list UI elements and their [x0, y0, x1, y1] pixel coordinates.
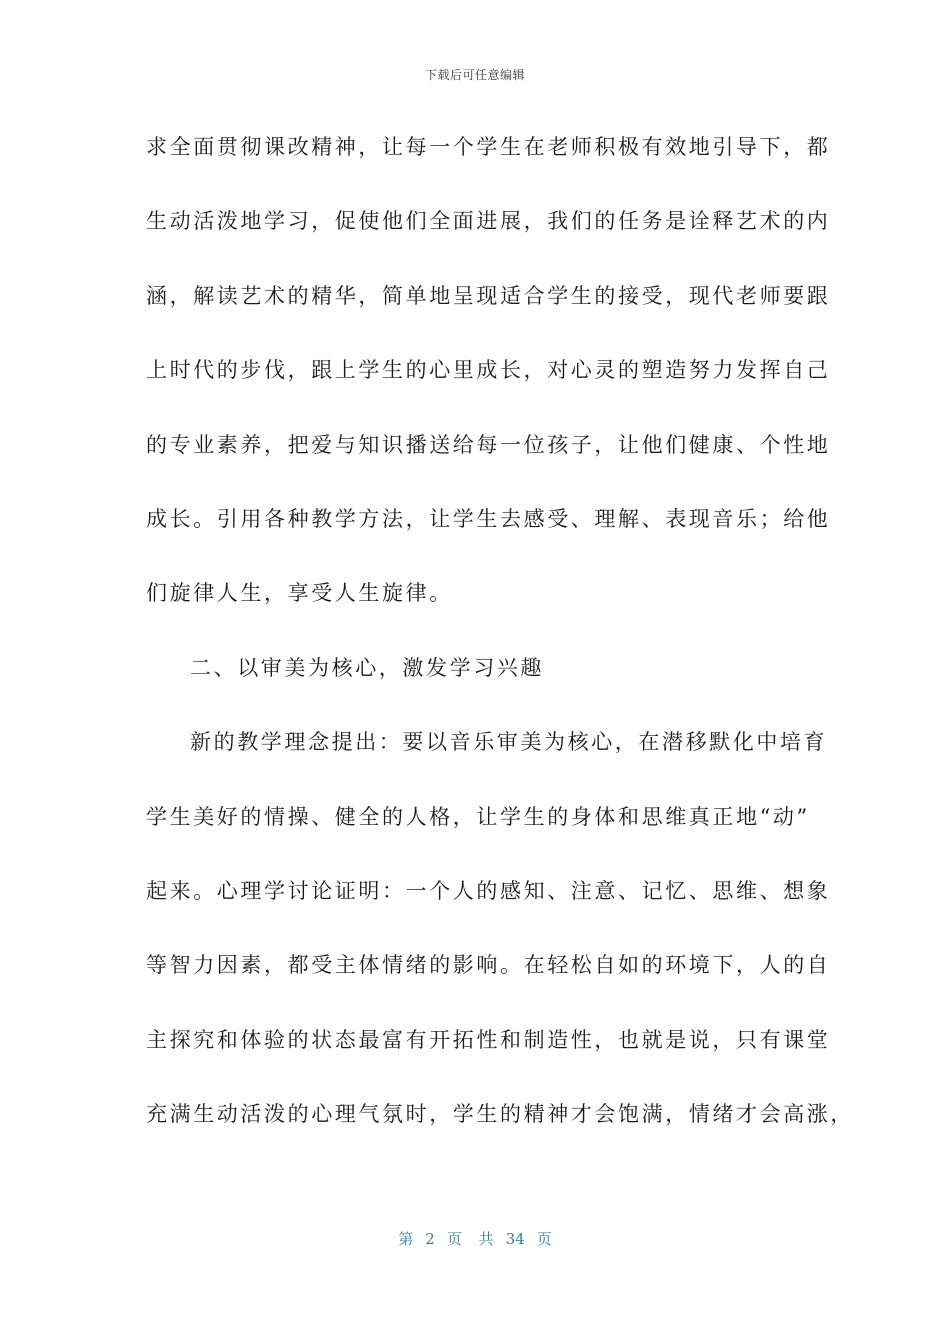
page-footer	[0, 1228, 950, 1249]
page-header: 下载后可任意编辑	[424, 68, 525, 82]
paragraph-line: 涵，解读艺术的精华，简单地呈现适合学生的接受，现代老师要跟	[146, 283, 831, 308]
section-heading: 二、以审美为核心，激发学习兴趣	[190, 655, 544, 680]
paragraph-line: 充满生动活泼的心理气氛时，学生的精神才会饱满，情绪才会高涨，	[146, 1102, 854, 1127]
paragraph-line: 主探究和体验的状态最富有开拓性和制造性，也就是说，只有课堂	[146, 1027, 831, 1052]
paragraph-line: 的专业素养，把爱与知识播送给每一位孩子，让他们健康、个性地	[146, 432, 831, 457]
paragraph-line: 生动活泼地学习，促使他们全面进展，我们的任务是诠释艺术的内	[146, 209, 831, 234]
paragraph-line: 等智力因素，都受主体情绪的影响。在轻松自如的环境下，人的自	[146, 953, 831, 978]
footer-prefix: 第	[398, 1230, 414, 1248]
total-pages-number: 34	[505, 1230, 525, 1248]
paragraph-line: 新的教学理念提出：要以音乐审美为核心，在潜移默化中培育	[190, 730, 828, 755]
footer-middle: 页 共	[446, 1230, 494, 1248]
paragraph-line: 起来。心理学讨论证明：一个人的感知、注意、记忆、思维、想象	[146, 878, 831, 903]
paragraph-line: 求全面贯彻课改精神，让每一个学生在老师积极有效地引导下，都	[146, 135, 831, 159]
footer-suffix: 页	[536, 1230, 552, 1248]
paragraph-line: 们旋律人生，享受人生旋律。	[146, 581, 453, 606]
current-page-number: 2	[425, 1230, 435, 1248]
paragraph-line: 成长。引用各种教学方法，让学生去感受、理解、表现音乐；给他	[146, 506, 831, 531]
paragraph-line: 上时代的步伐，跟上学生的心里成长，对心灵的塑造努力发挥自己	[146, 358, 831, 383]
document-body	[146, 125, 854, 1166]
paragraph-line: 学生美好的情操、健全的人格，让学生的身体和思维真正地“动”	[146, 804, 810, 829]
